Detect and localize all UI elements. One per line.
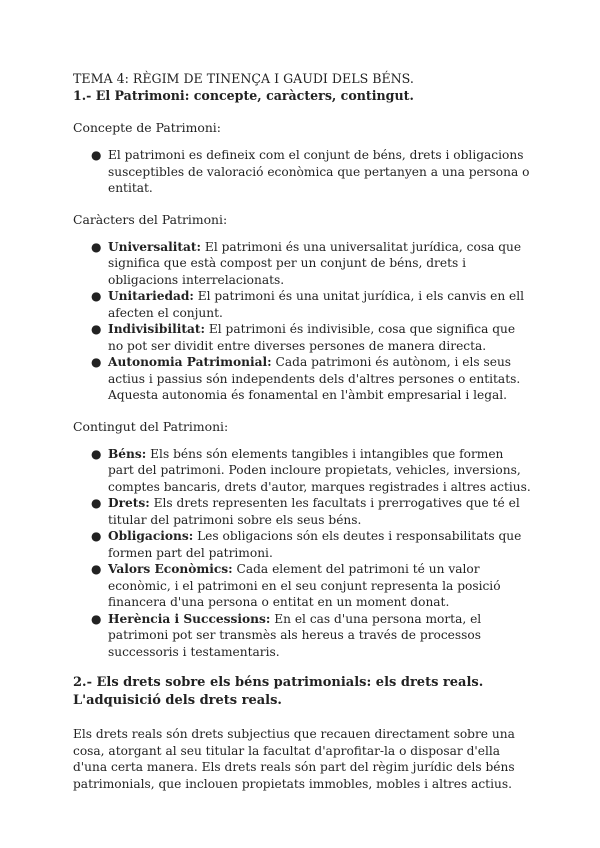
bullet-icon: ● [91,562,102,576]
item-text: Les obligacions són els deutes i responsabilitats que formen part del patrimoni. [108,529,522,560]
bullet-icon: ● [91,322,102,336]
contingut-heading: Contingut del Patrimoni: [73,418,229,434]
item-text: El patrimoni és indivisible, cosa que significa que no pot ser dividit entre diverses persones de manera directa. [108,322,516,353]
item-text: Els drets representen les facultats i prerrogatives que té el titular del patrimoni sobre els seus béns. [108,496,520,527]
item-term: Indivisibilitat: [108,322,205,336]
doc-title: TEMA 4: RÈGIM DE TINENÇA I GAUDI DELS BÉNS. [73,71,414,86]
list-item [73,495,533,528]
item-term: Valors Econòmics: [108,562,233,576]
list-item [73,611,533,661]
list-item [73,239,533,289]
list-item [73,354,533,404]
section2-title: 2.- Els drets sobre els béns patrimonials: els drets reals. L'adquisició dels drets reals. [73,675,484,708]
bullet-icon: ● [91,529,102,543]
bullet-icon: ● [91,239,102,254]
section2-paragraph: Els drets reals són drets subjectius que recauen directament sobre una cosa, atorgant al seu titular la facultat d'aprofitar-la o disposar d'ella d'una certa manera. Els drets reals són part del règim jurídic dels béns patrimonials, que inclouen propietats immobles, mobles i altres actius. [73,727,515,791]
caracters-list [73,239,533,404]
item-term: Universalitat: [108,239,202,254]
item-text: El patrimoni és una unitat jurídica, i els canvis en ell afecten el conjunt. [108,289,525,320]
bullet-icon: ● [91,148,102,162]
bullet-icon: ● [91,355,102,369]
bullet-icon: ● [91,496,102,510]
item-text: El patrimoni és una universalitat jurídica, cosa que significa que està compost per un conjunt de béns, drets i obligacions interrelacionats. [108,239,522,287]
list-item [73,321,533,354]
list-item [73,147,533,197]
item-text: Cada element del patrimoni té un valor econòmic, i el patrimoni en el seu conjunt representa la posició financera d'una persona o entitat en un moment donat. [108,562,501,609]
item-term: Unitariedad: [108,289,194,303]
document-page [73,70,533,792]
list-item [73,528,533,561]
caracters-heading: Caràcters del Patrimoni: [73,211,228,227]
item-text: Els béns són elements tangibles i intangibles que formen part del patrimoni. Poden incloure propietats, vehicles, inversions, comptes bancaris, drets d'autor, marques registrades i altres actius. [108,446,531,494]
bullet-icon: ● [91,289,102,303]
item-term: Béns: [108,446,147,461]
concepte-list [73,147,533,197]
concepte-heading: Concepte de Patrimoni: [73,120,221,135]
bullet-icon: ● [91,611,102,626]
item-text: En el cas d'una persona morta, el patrimoni pot ser transmès als hereus a través de processos successoris i testamentaris. [108,611,482,659]
item-term: Obligacions: [108,529,194,543]
contingut-list [73,446,533,661]
list-item [73,561,533,611]
item-term: Drets: [108,496,150,510]
bullet-icon: ● [91,446,102,461]
item-term: Autonomia Patrimonial: [108,355,272,369]
list-item [73,288,533,321]
list-item [73,446,533,496]
item-text: El patrimoni es defineix com el conjunt de béns, drets i obligacions susceptibles de valoració econòmica que pertanyen a una persona o entitat. [108,148,530,195]
item-text: Cada patrimoni és autònom, i els seus actius i passius són independents dels d'altres persones o entitats. Aquesta autonomia és fonamental en l'àmbit empresarial i legal. [108,355,521,402]
section1-title: 1.- El Patrimoni: concepte, caràcters, contingut. [73,88,414,103]
item-term: Herència i Successions: [108,611,271,626]
